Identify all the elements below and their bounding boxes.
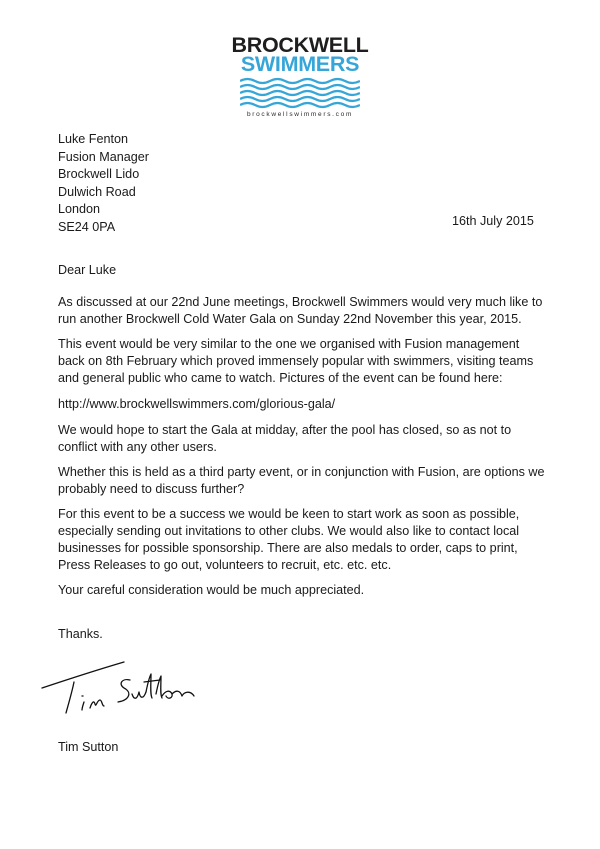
paragraph-preparation: For this event to be a success we would be keen to start work as soon as possible, especially sending out invitations to other clubs. We would also like to contact local businesses for possible sponsorship. There are also medals to order, caps to print, Press Releases to go out, volunteers to recruit, etc. etc. etc. bbox=[58, 507, 520, 572]
recipient-address-line: Dulwich Road bbox=[58, 184, 136, 199]
paragraph-consideration: Your careful consideration would be much appreciated. bbox=[58, 583, 365, 597]
logo-line-brockwell: BROCKWELL bbox=[231, 33, 369, 57]
brockwell-swimmers-logo bbox=[230, 33, 370, 118]
recipient-postcode: SE24 0PA bbox=[58, 219, 116, 234]
recipient-address-line: London bbox=[58, 202, 101, 217]
logo-website: brockwellswimmers.com bbox=[246, 111, 354, 118]
closing: Thanks. bbox=[58, 627, 103, 641]
recipient-address-line: Brockwell Lido bbox=[58, 167, 140, 182]
waves-icon bbox=[240, 77, 360, 111]
salutation: Dear Luke bbox=[58, 263, 117, 277]
sender-name: Tim Sutton bbox=[58, 740, 119, 754]
paragraph-previous-event: This event would be very similar to the one we organised with Fusion management back on 8th February which proved immensely popular with swimmers, visiting teams and general public who came to watch. Pictures of the event can be found here: bbox=[58, 337, 534, 385]
recipient-name: Luke Fenton bbox=[58, 132, 129, 146]
handwritten-signature bbox=[40, 660, 220, 720]
event-link[interactable]: http://www.brockwellswimmers.com/glorious-gala/ bbox=[58, 397, 336, 411]
paragraph-start-time: We would hope to start the Gala at midday, after the pool has closed, so as not to conflict with any other users. bbox=[58, 423, 512, 454]
recipient-title: Fusion Manager bbox=[58, 149, 150, 164]
recipient-address bbox=[58, 131, 149, 237]
paragraph-third-party: Whether this is held as a third party event, or in conjunction with Fusion, are options we probably need to discuss further? bbox=[58, 465, 545, 496]
letter-date: 16th July 2015 bbox=[452, 214, 534, 228]
logo-line-swimmers: SWIMMERS bbox=[240, 52, 360, 76]
paragraph-gala-request: As discussed at our 22nd June meetings, Brockwell Swimmers would very much like to run another Brockwell Cold Water Gala on Sunday 22nd November this year, 2015. bbox=[58, 295, 543, 326]
